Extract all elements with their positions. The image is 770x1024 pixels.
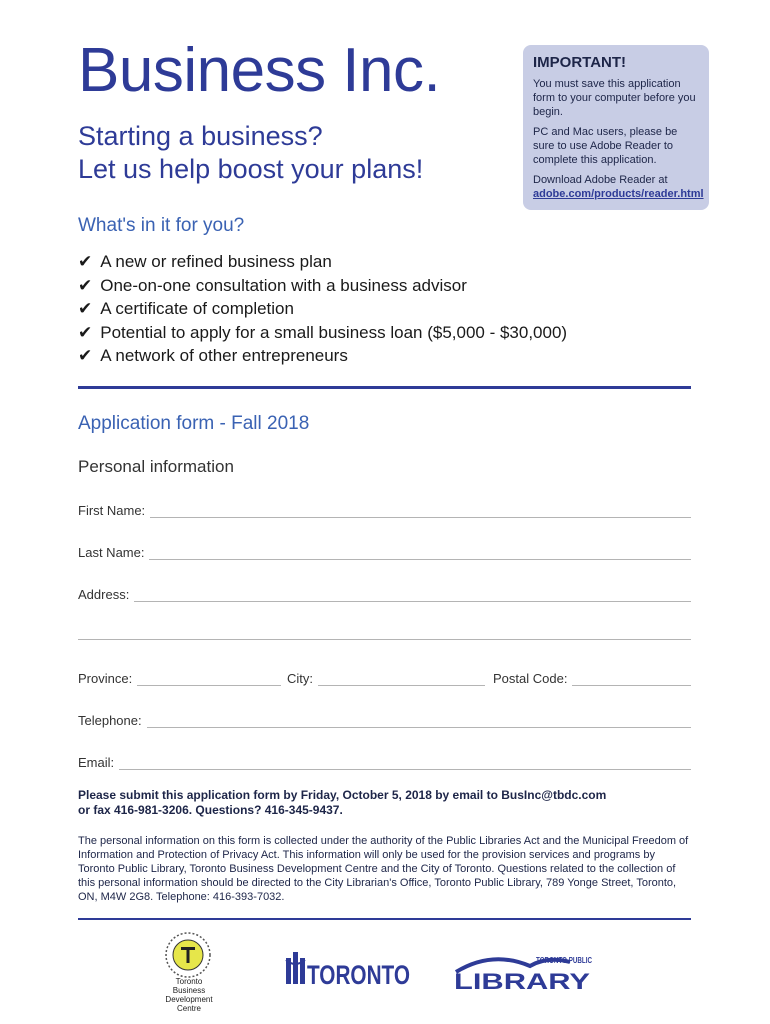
personal-info-heading: Personal information [78, 457, 234, 476]
important-reader-note: PC and Mac users, please be sure to use Adobe Reader to complete this application. [533, 126, 678, 166]
city-field[interactable] [287, 671, 485, 686]
postal-code-label: Postal Code: [493, 671, 568, 686]
footer-divider [78, 918, 691, 920]
adobe-reader-link[interactable]: adobe.com/products/reader.html [533, 188, 704, 200]
first-name-label: First Name: [78, 503, 146, 518]
benefit-item: ✔ A certificate of completion [78, 297, 567, 321]
important-notice [523, 45, 709, 210]
last-name-input[interactable] [149, 549, 691, 560]
city-input[interactable] [318, 675, 485, 686]
email-input[interactable] [119, 759, 691, 770]
city-of-toronto-logo-icon [284, 948, 412, 988]
telephone-field[interactable] [78, 713, 691, 728]
benefit-item: ✔ One-on-one consultation with a business advisor [78, 274, 567, 298]
benefits-list [78, 250, 567, 368]
toronto-wordmark: TORONTO [307, 960, 410, 990]
form-title: Application form - Fall 2018 [78, 413, 310, 434]
tpl-small-text: TORONTO PUBLIC [536, 956, 593, 965]
province-field[interactable] [78, 671, 281, 686]
privacy-notice: The personal information on this form is collected under the authority of the Public Libraries Act and the Municipal Freedom of Information and Protection of Privacy Act. This information will only be used for the provision services and programs by Toronto Public Library, Toronto Business Development Centre and the City of Toronto. Questions related to the collection of this personal information should be directed to the City Librarian's Office, Toronto Public Library, 789 Yonge Street, Toronto, ON, M4W 2G8. Telephone: 416-393-7032. [78, 835, 689, 903]
important-title: IMPORTANT! [533, 54, 627, 71]
benefit-item: ✔ Potential to apply for a small business loan ($5,000 - $30,000) [78, 321, 567, 345]
important-download-note [533, 173, 704, 201]
submission-instructions [78, 788, 691, 818]
tbdc-line-1: Toronto [175, 977, 203, 986]
telephone-input[interactable] [147, 717, 691, 728]
tbdc-logo-icon [163, 930, 213, 980]
postal-code-input[interactable] [572, 675, 691, 686]
download-text: Download Adobe Reader at [533, 174, 668, 186]
section-divider [78, 386, 691, 389]
tbdc-line-2: Business [172, 986, 206, 995]
address-input[interactable] [134, 591, 691, 602]
benefit-item: ✔ A network of other entrepreneurs [78, 344, 567, 368]
tbdc-line-3: Development [165, 995, 213, 1004]
email-field[interactable] [78, 755, 691, 770]
brand-title: Business Inc. [78, 36, 441, 105]
address-line-2-input[interactable] [78, 629, 691, 640]
benefits-heading: What's in it for you? [78, 215, 245, 236]
important-save-note: You must save this application form to your computer before you begin. [533, 78, 696, 118]
city-label: City: [287, 671, 313, 686]
tbdc-wordmark [157, 977, 221, 1013]
address-label: Address: [78, 587, 130, 602]
tagline-line-1: Starting a business? [78, 121, 323, 151]
tbdc-line-4: Centre [176, 1004, 201, 1013]
tpl-library-wordmark: LIBRARY [454, 969, 591, 994]
toronto-public-library-logo-icon [452, 950, 594, 992]
tagline-line-2: Let us help boost your plans! [78, 154, 424, 184]
submission-line-2: or fax 416-981-3206. Questions? 416-345-9437. [78, 803, 343, 817]
last-name-field[interactable] [78, 545, 691, 560]
tagline [78, 120, 423, 186]
first-name-input[interactable] [150, 507, 691, 518]
last-name-label: Last Name: [78, 545, 145, 560]
address-field[interactable] [78, 587, 691, 602]
email-label: Email: [78, 755, 115, 770]
telephone-label: Telephone: [78, 713, 142, 728]
submission-line-1: Please submit this application form by Friday, October 5, 2018 by email to BusInc@tbdc.com [78, 788, 607, 802]
postal-code-field[interactable] [493, 671, 691, 686]
address-line-2-field[interactable] [78, 629, 691, 640]
first-name-field[interactable] [78, 503, 691, 518]
benefit-item: ✔ A new or refined business plan [78, 250, 567, 274]
province-label: Province: [78, 671, 133, 686]
province-input[interactable] [137, 675, 281, 686]
